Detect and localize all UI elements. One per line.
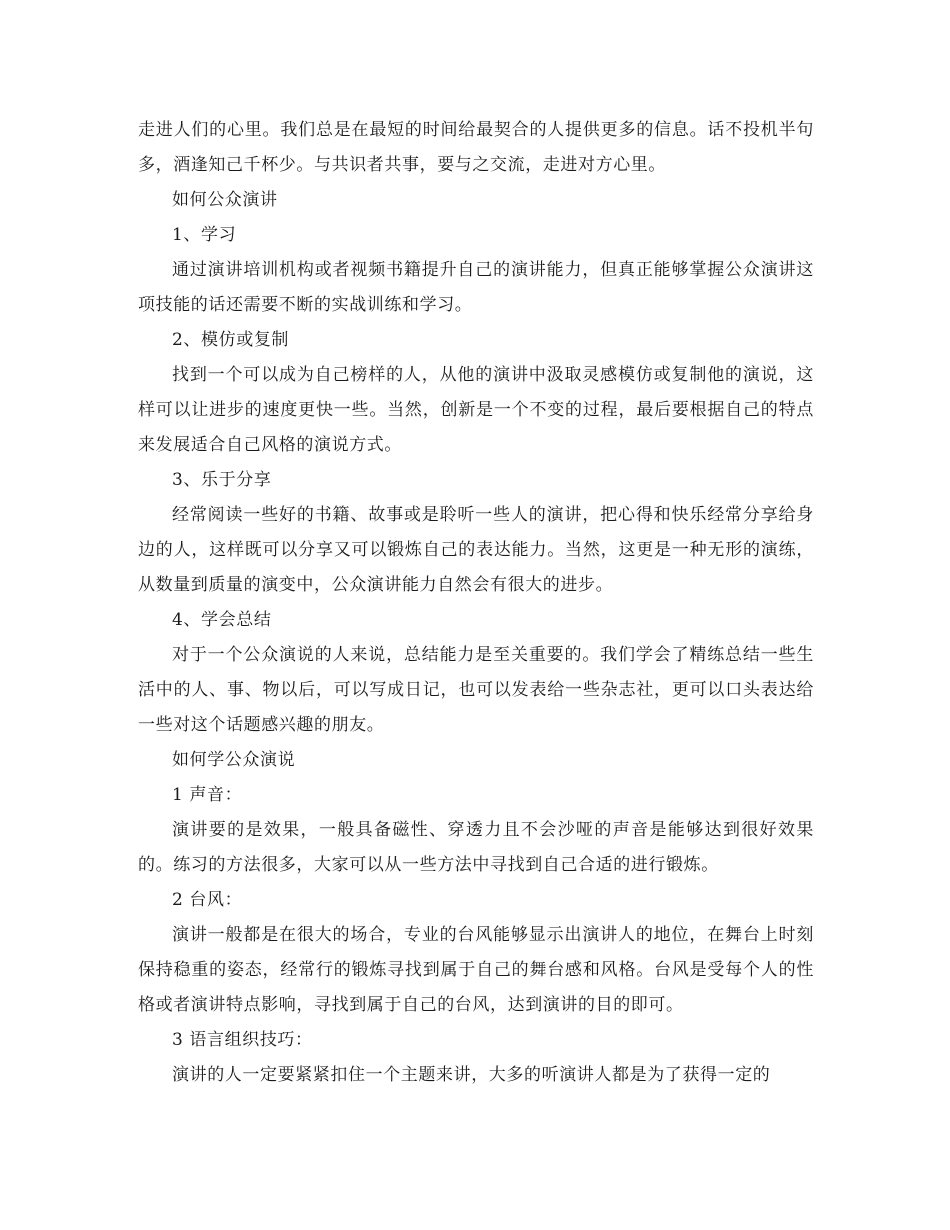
subheading-voice: 1 声音： [172, 785, 243, 805]
paragraph-imitate: 找到一个可以成为自己榜样的人，从他的演讲中汲取灵感模仿或复制他的演说，这样可以让进步的速度更快一些。当然，创新是一个不变的过程，最后要根据自己的特点来发展适合自己风格的演说方式。 [138, 365, 814, 455]
subheading-language-skills: 3 语言组织技巧： [172, 1030, 313, 1050]
paragraph-share: 经常阅读一些好的书籍、故事或是聆听一些人的演讲，把心得和快乐经常分享给身边的人，这样既可以分享又可以锻炼自己的表达能力。当然，这更是一种无形的演练，从数量到质量的演变中，公众演讲能力自然会有很大的进步。 [138, 505, 814, 595]
paragraph-summarize: 对于一个公众演说的人来说，总结能力是至关重要的。我们学会了精练总结一些生活中的人、事、物以后，可以写成日记，也可以发表给一些杂志社，更可以口头表达给一些对这个话题感兴趣的朋友。 [138, 645, 814, 735]
subheading-learn: 1、学习 [172, 225, 237, 245]
section-heading-how-to-learn-public-speaking: 如何学公众演说 [172, 750, 296, 770]
paragraph-language-skills: 演讲的人一定要紧紧扣住一个主题来讲，大多的听演讲人都是为了获得一定的 [172, 1065, 771, 1085]
section-heading-how-to-public-speak: 如何公众演讲 [172, 190, 278, 210]
subheading-stage-presence: 2 台风： [172, 890, 243, 910]
subheading-share: 3、乐于分享 [172, 470, 272, 490]
paragraph-learn: 通过演讲培训机构或者视频书籍提升自己的演讲能力，但真正能够掌握公众演讲这项技能的话还需要不断的实战训练和学习。 [138, 260, 814, 315]
subheading-summarize: 4、学会总结 [172, 610, 272, 630]
subheading-imitate: 2、模仿或复制 [172, 330, 290, 350]
paragraph-continued: 走进人们的心里。我们总是在最短的时间给最契合的人提供更多的信息。话不投机半句多，酒逢知己千杯少。与共识者共事，要与之交流，走进对方心里。 [138, 120, 814, 175]
paragraph-voice: 演讲要的是效果，一般具备磁性、穿透力且不会沙哑的声音是能够达到很好效果的。练习的方法很多，大家可以从一些方法中寻找到自己合适的进行锻炼。 [138, 820, 814, 875]
paragraph-stage-presence: 演讲一般都是在很大的场合，专业的台风能够显示出演讲人的地位，在舞台上时刻保持稳重的姿态，经常行的锻炼寻找到属于自己的舞台感和风格。台风是受每个人的性格或者演讲特点影响，寻找到属于自己的台风，达到演讲的目的即可。 [138, 925, 814, 1015]
